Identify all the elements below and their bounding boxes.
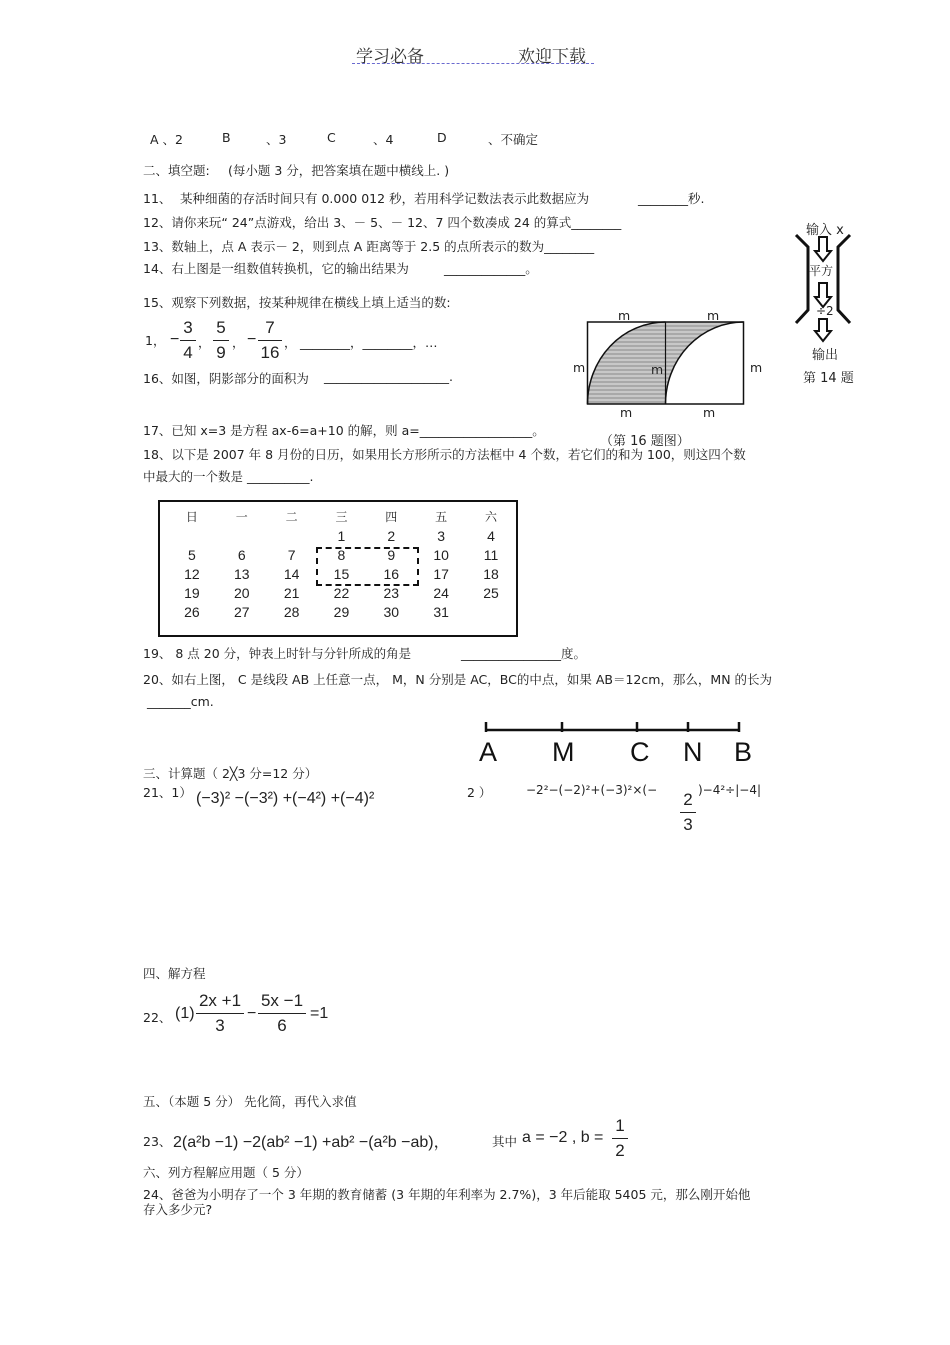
q15-text: 15、观察下列数据，按某种规律在横线上填上适当的数: bbox=[143, 295, 451, 310]
section2-note: (每小题 3 分，把答案填在题中横线上. ) bbox=[228, 163, 450, 178]
calendar-day: 9 bbox=[387, 546, 396, 563]
calendar-day: 3 bbox=[437, 527, 446, 544]
calendar-day: 21 bbox=[283, 584, 300, 601]
calendar-day: 10 bbox=[433, 546, 449, 563]
q21-expression-1: (−3)² −(−3²) +(−4²) +(−4)² bbox=[196, 790, 375, 807]
q16-blank: ____________________. bbox=[324, 369, 453, 384]
calendar-header-cell: 五 bbox=[435, 510, 448, 524]
calendar-day: 8 bbox=[337, 546, 346, 563]
section3-title: 三、计算题（ 2╳3 分=12 分） bbox=[143, 766, 318, 781]
calendar-day bbox=[466, 602, 516, 621]
choice-b: B bbox=[222, 130, 231, 145]
q20-line1: 20、如右上图， C 是线段 AB 上任意一点， M，N 分别是 AC，BC的中点，如果 AB＝12cm，那么，MN 的长为 bbox=[143, 672, 773, 687]
q23-condition: a = −2 , b = bbox=[522, 1129, 604, 1146]
calendar-day: 4 bbox=[487, 527, 495, 544]
calendar-day: 25 bbox=[483, 584, 499, 601]
calendar-day: 28 bbox=[283, 603, 300, 620]
q21-label: 21、1） bbox=[143, 785, 192, 800]
q23-where: 其中 bbox=[492, 1134, 518, 1149]
q15-minus-1: − bbox=[170, 331, 180, 348]
q17-text: 17、已知 x=3 是方程 ax-6=a+10 的解，则 a=__________________。 bbox=[143, 423, 545, 438]
q15-first-term: 1， bbox=[145, 333, 166, 348]
segment-label-n: N bbox=[683, 737, 703, 767]
calendar-day: 23 bbox=[383, 584, 400, 601]
calendar-day: 13 bbox=[233, 565, 250, 582]
calendar-day: 26 bbox=[184, 603, 200, 620]
calendar-day: 5 bbox=[188, 546, 196, 563]
q15-comma-2: ， bbox=[232, 335, 245, 350]
q22-minus: − bbox=[247, 1005, 257, 1022]
calendar-day: 27 bbox=[233, 603, 250, 620]
fig14-divide-label: ÷2 bbox=[816, 304, 834, 318]
q22-fraction-2: 5x −1 6 bbox=[258, 991, 306, 1036]
q23-expression: 2(a²b −1) −2(ab² −1) +ab² −(a²b −ab)， bbox=[173, 1134, 450, 1151]
calendar-day: 15 bbox=[333, 565, 350, 582]
shaded-area-figure bbox=[586, 320, 746, 406]
calendar-day: 7 bbox=[287, 546, 296, 563]
q21-expression-2: −2²−(−2)²+(−3)²×(− bbox=[526, 783, 658, 797]
fig14-input-label: 输入 x bbox=[806, 223, 844, 238]
calendar-day: 24 bbox=[433, 584, 449, 601]
calendar-header-cell: 二 bbox=[285, 510, 298, 524]
fig14-output-label: 输出 bbox=[812, 348, 839, 363]
calendar-row bbox=[167, 602, 516, 621]
calendar-day: 30 bbox=[383, 603, 400, 620]
q22-fraction-1: 2x +1 3 bbox=[196, 991, 244, 1036]
fig16-label-m: m bbox=[651, 362, 664, 377]
segment-line-figure bbox=[480, 718, 750, 738]
section2-title: 二、填空题: bbox=[143, 163, 210, 178]
calendar-day: 17 bbox=[433, 565, 449, 582]
calendar-day bbox=[167, 526, 217, 545]
q15-fraction-2: 5 9 bbox=[213, 318, 229, 363]
calendar-header-cell: 四 bbox=[385, 510, 398, 524]
choice-c: C bbox=[327, 130, 336, 145]
calendar-box bbox=[158, 500, 518, 637]
q24-line1: 24、爸爸为小明存了一个 3 年期的教育储蓄 (3 年期的年利率为 2.7%)，3 年后能取 5405 元，那么刚开始他 bbox=[143, 1187, 751, 1202]
choice-b-value: 、3 bbox=[266, 132, 287, 147]
q12-text: 12、请你来玩“ 24”点游戏，给出 3、－ 5、－ 12、7 四个数凑成 24 的算式________ bbox=[143, 215, 622, 230]
calendar-day: 11 bbox=[483, 546, 499, 563]
calendar-header-cell: 三 bbox=[335, 510, 348, 524]
fig16-label-m: m bbox=[573, 360, 586, 375]
fig16-caption: （第 16 题图） bbox=[600, 434, 690, 449]
calendar-header-cell: 一 bbox=[235, 510, 248, 524]
q15-blanks: ________，________，… bbox=[300, 335, 438, 350]
choice-d-value: 、不确定 bbox=[488, 132, 539, 147]
q13-text: 13、数轴上，点 A 表示－ 2，则到点 A 距离等于 2.5 的点所表示的数为________ bbox=[143, 239, 595, 254]
q22-prefix: (1) bbox=[175, 1005, 195, 1022]
q15-comma-1: ， bbox=[198, 335, 211, 350]
q14-text: 14、右上图是一组数值转换机，它的输出结果为 bbox=[143, 261, 409, 276]
calendar-day: 31 bbox=[433, 603, 449, 620]
calendar-day bbox=[217, 526, 267, 545]
calendar-header-cell: 日 bbox=[185, 510, 198, 524]
q14-blank: _____________。 bbox=[444, 261, 538, 276]
header-right: 欢迎下载 bbox=[518, 47, 586, 67]
q21-fraction: 2 3 bbox=[680, 790, 696, 835]
q18-line1: 18、以下是 2007 年 8 月份的日历，如果用长方形所示的方法框中 4 个数，若它们的和为 100，则这四个数 bbox=[143, 447, 746, 462]
conversion-machine-figure bbox=[788, 225, 858, 345]
q19-blank: ________________度。 bbox=[461, 646, 587, 661]
fig14-square-label: 平方 bbox=[809, 264, 834, 278]
calendar-selection-box bbox=[316, 547, 419, 586]
q22-equals: =1 bbox=[310, 1005, 329, 1022]
choice-c-value: 、4 bbox=[373, 132, 394, 147]
calendar-day: 14 bbox=[283, 565, 300, 582]
q19-text: 19、 8 点 20 分，钟表上时针与分针所成的角是 bbox=[143, 646, 412, 661]
calendar-row bbox=[167, 526, 516, 545]
choice-a: A 、2 bbox=[150, 132, 183, 147]
segment-label-m: M bbox=[552, 737, 575, 767]
q15-fraction-3: 7 16 bbox=[258, 318, 282, 363]
section4-title: 四、解方程 bbox=[143, 966, 206, 981]
calendar-day: 18 bbox=[483, 565, 499, 582]
calendar-day: 12 bbox=[184, 565, 200, 582]
calendar-day bbox=[267, 526, 317, 545]
fig16-label-m: m bbox=[618, 308, 631, 323]
q24-line2: 存入多少元? bbox=[143, 1202, 213, 1217]
q21-label-2: 2 ） bbox=[467, 785, 492, 800]
fig16-label-m: m bbox=[703, 405, 716, 420]
q15-minus-3: − bbox=[247, 331, 257, 348]
segment-label-b: B bbox=[734, 737, 753, 767]
calendar-day: 20 bbox=[233, 584, 250, 601]
segment-label-c: C bbox=[630, 737, 650, 767]
calendar-day: 29 bbox=[333, 603, 350, 620]
q20-line2: _______cm. bbox=[147, 694, 214, 709]
q11-label: 11、 bbox=[143, 191, 172, 206]
choice-d: D bbox=[437, 130, 447, 145]
q16-text: 16、如图，阴影部分的面积为 bbox=[143, 371, 309, 386]
q23-label: 23、 bbox=[143, 1134, 172, 1149]
calendar-day: 6 bbox=[237, 546, 246, 563]
calendar-day: 22 bbox=[333, 584, 350, 601]
fig16-label-m: m bbox=[750, 360, 763, 375]
calendar-day: 2 bbox=[387, 527, 396, 544]
calendar-header-cell: 六 bbox=[485, 510, 498, 524]
section6-title: 六、列方程解应用题（ 5 分） bbox=[143, 1165, 309, 1180]
q23-fraction: 1 2 bbox=[612, 1116, 628, 1161]
calendar-day: 1 bbox=[337, 527, 346, 544]
q18-line2: 中最大的一个数是 __________. bbox=[143, 469, 314, 484]
calendar-day: 19 bbox=[184, 584, 200, 601]
q15-fraction-1: 3 4 bbox=[180, 318, 196, 363]
q11-blank: ________秒. bbox=[638, 191, 705, 206]
calendar-day: 16 bbox=[383, 565, 400, 582]
calendar-header-row bbox=[167, 507, 516, 526]
fig14-caption: 第 14 题 bbox=[803, 371, 854, 386]
header-left: 学习必备 bbox=[356, 47, 424, 67]
q22-label: 22、 bbox=[143, 1010, 172, 1025]
q15-comma-3: ， bbox=[284, 335, 297, 350]
header-underline bbox=[352, 63, 594, 64]
q11-text: 某种细菌的存活时间只有 0.000 012 秒，若用科学记数法表示此数据应为 bbox=[180, 191, 590, 206]
segment-label-a: A bbox=[479, 737, 498, 767]
section5-title: 五、（本题 5 分） 先化简，再代入求值 bbox=[143, 1094, 357, 1109]
q21-expression-2-tail: )−4²÷|−4| bbox=[698, 783, 762, 797]
fig16-label-m: m bbox=[620, 405, 633, 420]
fig16-label-m: m bbox=[707, 308, 720, 323]
